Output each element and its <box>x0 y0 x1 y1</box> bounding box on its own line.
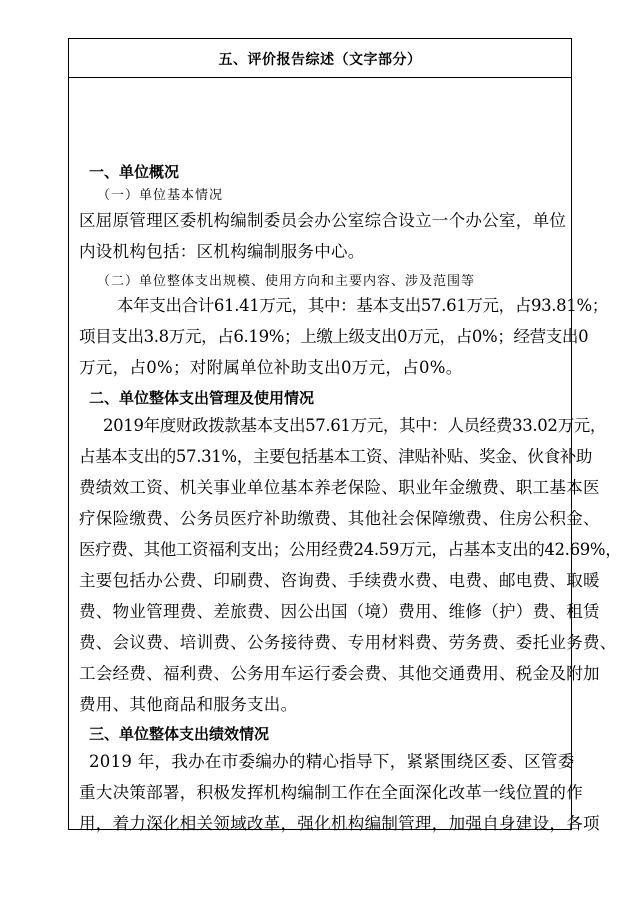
paragraph-line: 主要包括办公费、印刷费、咨询费、手续费水费、电费、邮电费、取暖 <box>79 571 600 590</box>
page-title: 五、评价报告综述（文字部分） <box>218 52 422 68</box>
paragraph-line: 费绩效工资、机关事业单位基本养老保险、职业年金缴费、职工基本医 <box>79 478 600 497</box>
paragraph-line: 内设机构包括：区机构编制服务中心。 <box>79 242 365 261</box>
paragraph-line: 重大决策部署，积极发挥机构编制工作在全面深化改革一线位置的作 <box>79 783 583 802</box>
section-2-heading: 二、单位整体支出管理及使用情况 <box>89 389 315 407</box>
section-1-subheading-2: （二）单位整体支出规模、使用方向和主要内容、涉及范围等 <box>97 274 476 289</box>
paragraph-line: 费、会议费、培训费、公务接待费、专用材料费、劳务费、委托业务费、 <box>79 633 617 652</box>
paragraph-line: 占基本支出的57.31%，主要包括基本工资、津贴补贴、奖金、伙食补助 <box>79 447 593 466</box>
paragraph-line: 费用、其他商品和服务支出。 <box>79 695 298 714</box>
paragraph-line: 2019年度财政拨款基本支出57.61万元，其中：人员经费33.02万元， <box>103 416 607 435</box>
paragraph-line: 区屈原管理区委机构编制委员会办公室综合设立一个办公室，单位 <box>79 211 567 230</box>
paragraph-line: 万元，占0%；对附属单位补助支出0万元，占0%。 <box>79 358 463 377</box>
paragraph-line: 项目支出3.8万元，占6.19%；上缴上级支出0万元，占0%；经营支出0 <box>79 327 589 346</box>
paragraph-line: 医疗费、其他工资福利支出；公用经费24.59万元，占基本支出的42.69%， <box>79 540 622 559</box>
paragraph-line: 工会经费、福利费、公务用车运行委会费、其他交通费用、税金及附加 <box>79 664 600 683</box>
section-3-heading: 三、单位整体支出绩效情况 <box>89 725 270 743</box>
paragraph-line: 用，着力深化相关领域改革，强化机构编制管理，加强自身建设，各项 <box>79 814 600 833</box>
paragraph-line: 疗保险缴费、公务员医疗补助缴费、其他社会保障缴费、住房公积金、 <box>79 509 600 528</box>
report-frame <box>68 38 622 833</box>
paragraph-line: 费、物业管理费、差旅费、因公出国（境）费用、维修（护）费、租赁 <box>79 602 600 621</box>
paragraph-line: 2019 年，我办在市委编办的精心指导下，紧紧围绕区委、区管委 <box>89 752 575 771</box>
section-1-subheading-1: （一）单位基本情况 <box>97 188 224 203</box>
paragraph-line: 本年支出合计61.41万元，其中：基本支出57.61万元，占93.81%； <box>117 296 608 315</box>
section-1-heading: 一、单位概况 <box>89 163 180 181</box>
title-row <box>69 39 571 78</box>
